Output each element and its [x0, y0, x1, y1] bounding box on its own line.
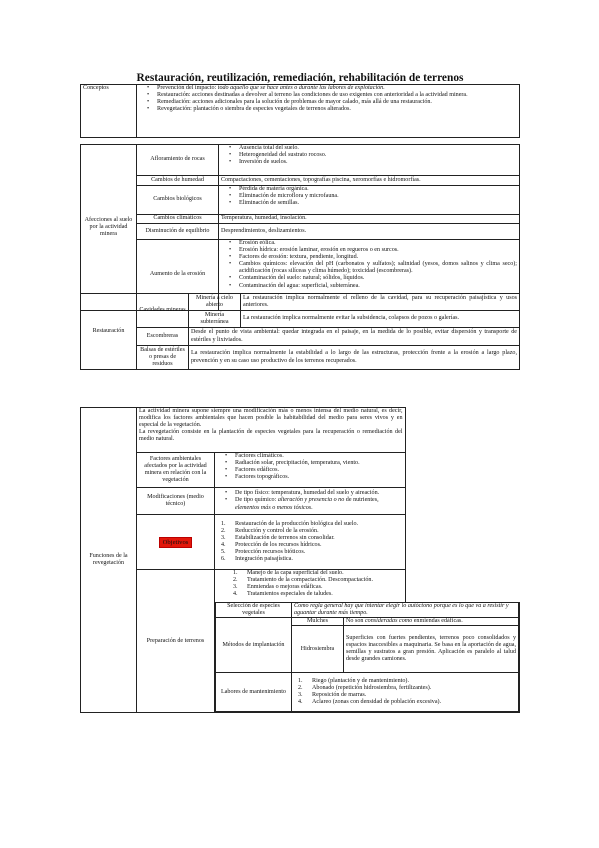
escombreras-label: Escombreras	[137, 328, 189, 346]
conceptos-content	[137, 85, 520, 138]
concepto-revegetacion: • Revegetación: plantación o siembra de especies vegetales de terrenos alterados.	[157, 106, 517, 113]
labores-content: 1. Riego (plantación y de mantenimiento). 2. Abonado (repetición hidrosiembra, fertilizantes). 3. Reposición de marras. 4. Aclareo (zonas con densidad de población excesiva).	[292, 673, 519, 712]
pasos-content: 1. Manejo de la capa superficial del suelo. 2. Tratamiento de la compactación. Descompactación. 3. Enmiendas o mejoras edáficas. 4. Tratamientos especiales de taludes.	[215, 570, 406, 603]
biologicos-label: Cambios biológicos	[137, 186, 219, 215]
labores-label: Labores de mantenimiento	[216, 673, 292, 712]
concepto-restauracion: • Restauración: acciones destinadas a devolver al terreno las condiciones de uso exigentes con anterioridad a la actividad minera.	[157, 92, 517, 99]
objetivos-label: Objetivos	[159, 537, 193, 548]
conceptos-table	[80, 84, 520, 138]
afloramiento-content: • Ausencia total del suelo. • Heterogeneidad del sustrato rocoso. • Inversión de suelos.	[219, 145, 520, 176]
afecciones-label: Afecciones al suelo por la actividad minera	[81, 145, 137, 311]
seleccion-label: Selección de especies vegetales	[216, 603, 292, 618]
cavidades-label: Cavidades mineras	[137, 294, 189, 328]
funciones-intro: La actividad minera supone siempre una modificación más o menos intensa del medio natural, es decir, modifica los factores ambientales que hacen posible la habitabilidad del medio para seres vivos y en especial de la vegetación. La revegetación consiste en la plantación de especies vegetales para la recuperación o remediación del medio natural.	[137, 408, 406, 453]
hidrosiembra-label: Hidrosiembra	[292, 626, 344, 673]
modificaciones-label: Modificaciones (medio técnico)	[137, 488, 215, 515]
seleccion-content: Como regla general hay que intentar elegir lo autóctono porque es lo que va a resistir y aguantar durante más tiempo.	[292, 603, 519, 618]
equilibrio-content: Desprendimientos, deslizamientos.	[219, 224, 520, 240]
factores-content: • Factores climáticos. • Radiación solar, precipitación, temperatura, viento. • Factores edáficos. • Factores topográficos.	[215, 453, 406, 488]
cielo-abierto-label: Minería a cielo abierto	[189, 294, 241, 311]
concepto-prevencion: • Prevención del impacto: todo aquello que se hace antes o durante las labores de explotación.	[157, 85, 517, 92]
mulches-content: No son consideradas como enmiendas edáficas.	[344, 618, 519, 626]
climaticos-content: Temperatura, humedad, insolación.	[219, 215, 520, 224]
restauracion-label: Restauración	[81, 294, 137, 370]
humedad-content: Compactaciones, cementaciones, topografías piscina, xeromorfías e hidromorfías.	[219, 176, 520, 186]
preparacion-label: Preparación de terrenos	[137, 570, 215, 713]
funciones-label: Funciones de la revegetación	[81, 408, 137, 713]
climaticos-label: Cambios climáticos	[137, 215, 219, 224]
cielo-abierto-content: La restauración implica normalmente el relleno de la cavidad, para su recuperación paisajística y usos anteriores.	[241, 294, 520, 311]
preparacion-subgrid	[215, 602, 520, 713]
funciones-table	[80, 407, 520, 713]
afecciones-table	[80, 144, 520, 311]
subterranea-content: La restauración implica normalmente evitar la subsidencia, colapsos de pozos o galerías.	[241, 311, 520, 328]
objetivos-content: 1. Restauración de la producción biológica del suelo. 2. Reducción y control de la erosión. 3. Estabilización de terrenos sin consolidar. 4. Protección de los recursos hídricos. 5. Protección recursos bióticos. 6. Integración paisajística.	[215, 515, 406, 570]
equilibrio-label: Disminución de equilibrio	[137, 224, 219, 240]
afloramiento-label: Afloramiento de rocas	[137, 145, 219, 176]
concepto-remediacion: • Remediación: acciones adicionales para la solución de problemas de mayor calado, más allá de una restauración.	[157, 99, 517, 106]
restauracion-table	[80, 293, 520, 370]
metodos-label: Métodos de implantación	[216, 618, 292, 673]
erosion-content: • Erosión eólica. • Erosión hídrica: erosión laminar, erosión en regueros o en surcos. • Factores de erosión: textura, pendiente, longitud. • Cambios químicos: elevación del pH (carbonatos y sulfatos); salinidad (yesos, domos salinos y clima seco); acidificación (rocas silíceas y clima húmedo); toxicidad (escombreras). • Contaminación del suelo: natural; sólidos, líquidos. • Contaminación del agua: superficial, subterránea.	[219, 240, 520, 311]
objetivos-cell	[137, 515, 215, 570]
hidrosiembra-content: Superficies con fuertes pendientes, terrenos poco consolidados y espacios inaccesibles a maquinaria. Se basa en la aportación de agua, semillas y sustratos a gran presión. Aplicación es paralelo al talud desde grandes camiones.	[344, 626, 519, 673]
mulches-label: Mulches	[292, 618, 344, 626]
escombreras-content: Desde el punto de vista ambiental: quedar integrada en el paisaje, en la medida de lo posible, evitar dispersión y transporte de estériles y lixiviados.	[189, 328, 520, 346]
document-title: Restauración, reutilización, remediación, rehabilitación de terrenos	[136, 72, 464, 84]
balsas-content: La restauración implica normalmente la estabilidad a lo largo de las estructuras, protección frente a la erosión a largo plazo, prevención y en su caso uso productivo de los terrenos recuperados.	[189, 346, 520, 370]
subterranea-label: Minería subterránea	[189, 311, 241, 328]
balsas-label: Balsas de estériles o presas de residuos	[137, 346, 189, 370]
humedad-label: Cambios de humedad	[137, 176, 219, 186]
modificaciones-content: • De tipo físico: temperatura, humedad del suelo y aireación. • De tipo químico: alteración y presencia o no de nutrientes, elementos más o menos tóxicos.	[215, 488, 406, 515]
biologicos-content: • Pérdida de materia orgánica. • Eliminación de microflora y microfauna. • Eliminación de semillas.	[219, 186, 520, 215]
factores-label: Factores ambientales afectados por la actividad minera en relación con la vegetación	[137, 453, 215, 488]
conceptos-label: Conceptos	[81, 85, 137, 138]
erosion-label: Aumento de la erosión	[137, 240, 219, 311]
